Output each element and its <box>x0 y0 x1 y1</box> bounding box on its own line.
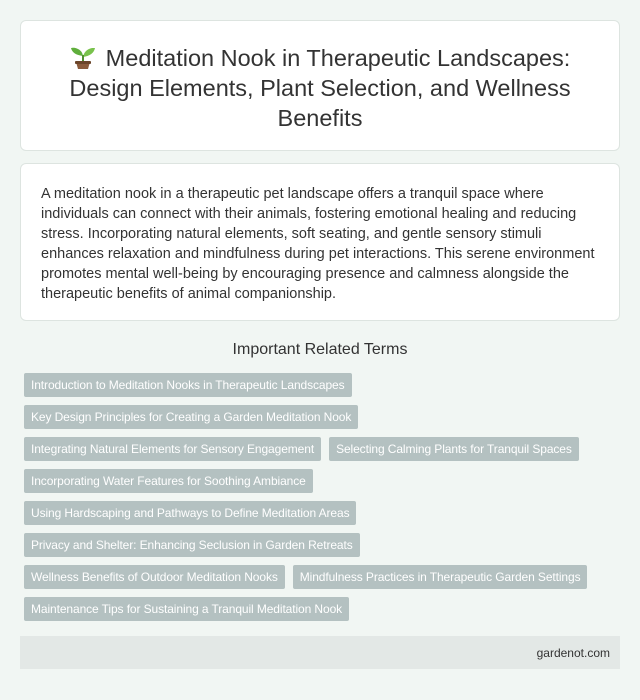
terms-row <box>24 405 620 429</box>
terms-row <box>24 469 620 493</box>
term-tag[interactable]: Using Hardscaping and Pathways to Define Meditation Areas <box>24 501 356 525</box>
term-tag[interactable]: Maintenance Tips for Sustaining a Tranquil Meditation Nook <box>24 597 349 621</box>
footer <box>20 636 620 669</box>
page-title-text: Meditation Nook in Therapeutic Landscapes: Design Elements, Plant Selection, and Wellness Benefits <box>69 45 571 131</box>
terms-row <box>24 437 620 461</box>
description-text: A meditation nook in a therapeutic pet landscape offers a tranquil space where individuals can connect with their animals, fostering emotional healing and reducing stress. Incorporating natural elements, soft seating, and gentle sensory stimuli enhances relaxation and mindfulness during pet interactions. This serene environment promotes mental well-being by encouraging presence and calmness alongside the therapeutic benefits of animal companionship. <box>41 186 595 302</box>
title-card <box>20 20 620 151</box>
terms-row <box>24 533 620 557</box>
terms-row <box>24 373 620 397</box>
terms-row <box>24 501 620 525</box>
term-tag[interactable]: Mindfulness Practices in Therapeutic Garden Settings <box>293 565 588 589</box>
terms-row <box>24 597 620 621</box>
term-tag[interactable]: Wellness Benefits of Outdoor Meditation Nooks <box>24 565 285 589</box>
term-tag[interactable]: Key Design Principles for Creating a Garden Meditation Nook <box>24 405 358 429</box>
description-card <box>20 163 620 321</box>
term-tag[interactable]: Incorporating Water Features for Soothing Ambiance <box>24 469 313 493</box>
term-tag[interactable]: Introduction to Meditation Nooks in Therapeutic Landscapes <box>24 373 352 397</box>
term-tag[interactable]: Integrating Natural Elements for Sensory Engagement <box>24 437 321 461</box>
seedling-icon <box>70 45 96 69</box>
related-terms-heading: Important Related Terms <box>232 341 408 358</box>
terms-row <box>24 565 620 589</box>
term-tag[interactable]: Privacy and Shelter: Enhancing Seclusion in Garden Retreats <box>24 533 360 557</box>
term-tag[interactable]: Selecting Calming Plants for Tranquil Spaces <box>329 437 579 461</box>
page-title <box>21 43 619 133</box>
footer-site-link[interactable]: gardenot.com <box>536 646 610 660</box>
related-terms-list <box>24 373 620 629</box>
